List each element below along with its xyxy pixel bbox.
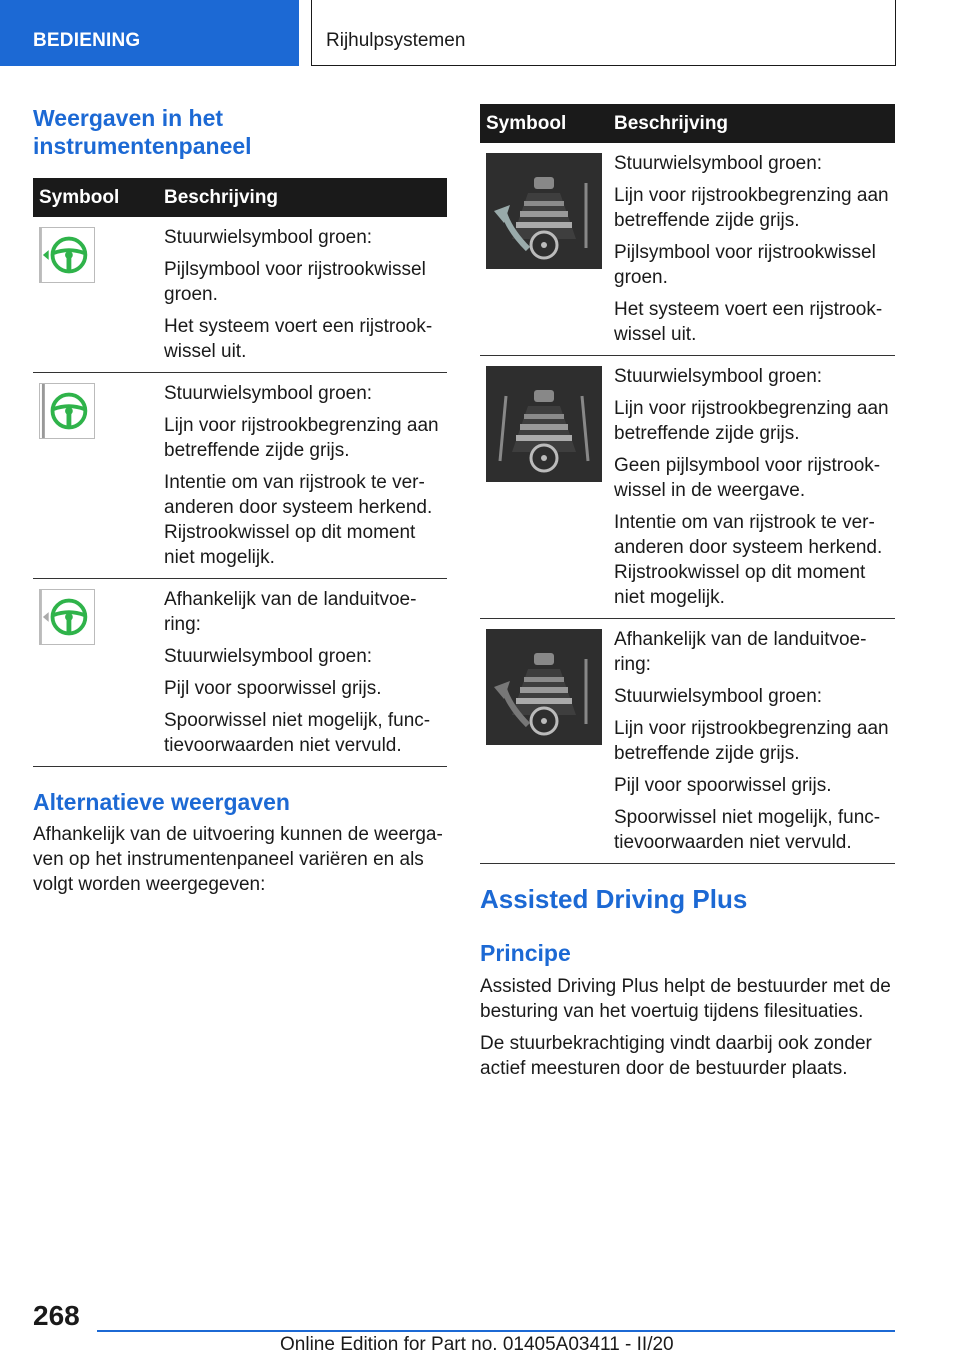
lane-display-no-arrow-icon: [486, 366, 602, 482]
desc-line: Het systeem voert een rijstrookwissel uit.: [164, 316, 433, 362]
desc-line: Stuurwielsymbool groen:: [614, 686, 823, 707]
principe-paragraph-2: De stuurbekrachtiging vindt daarbij ook zonder actief meesturen door de bestuurder plaats.: [480, 1033, 872, 1079]
desc-line: Pijlsymbool voor rijstrookwissel groen.: [614, 242, 876, 288]
table-header-description: Beschrijving: [608, 104, 895, 143]
steering-wheel-green-arrow-icon: [39, 227, 95, 283]
table-header-description: Beschrijving: [158, 178, 447, 217]
section-tab: [0, 0, 299, 66]
lane-display-grey-arrow-icon: [486, 629, 602, 745]
alt-paragraph: Afhankelijk van de uitvoering kunnen de weergaven op het instrumentenpaneel variëren en als volgt worden weergegeven:: [33, 824, 443, 895]
chapter-label: Rijhulpsystemen: [326, 30, 466, 51]
table-row: [480, 356, 895, 619]
desc-line: Lijn voor rijstrookbegrenzing aan betreffende zijde grijs.: [164, 415, 439, 461]
principe-paragraph-1: Assisted Driving Plus helpt de bestuurder met de besturing van het voertuig tijdens filesituaties.: [480, 976, 891, 1022]
lane-change-display-arrow-icon: [486, 153, 602, 269]
edition-note: Online Edition for Part no. 01405A03411 - II/20: [280, 1334, 674, 1355]
steering-wheel-green-grey-line-icon: [39, 383, 95, 439]
desc-line: Geen pijlsymbool voor rijstrookwissel in de weergave.: [614, 455, 881, 501]
symbol-table-left: [33, 178, 447, 767]
page-number: 268: [33, 1300, 80, 1331]
table-row: [33, 373, 447, 579]
desc-line: Pijl voor spoorwissel grijs.: [164, 678, 382, 699]
section-label: BEDIENING: [33, 30, 141, 51]
desc-line: Pijlsymbool voor rijstrookwissel groen.: [164, 259, 426, 305]
desc-line: Afhankelijk van de landuitvoering:: [164, 589, 417, 635]
table-row: [480, 619, 895, 864]
desc-line: Spoorwissel niet mogelijk, functievoorwaarden niet vervuld.: [614, 807, 881, 853]
principe-heading: Principe: [480, 940, 571, 966]
table-header-symbol: Symbool: [33, 178, 158, 217]
desc-line: Lijn voor rijstrookbegrenzing aan betreffende zijde grijs.: [614, 718, 889, 764]
desc-line: Stuurwielsymbool groen:: [614, 366, 823, 387]
table-header-symbol: Symbool: [480, 104, 608, 143]
desc-line: Afhankelijk van de landuitvoering:: [614, 629, 867, 675]
chapter-box: [311, 0, 896, 66]
adp-title: Assisted Driving Plus: [480, 884, 748, 914]
desc-line: Stuurwielsymbool groen:: [164, 227, 373, 248]
table-row: [33, 217, 447, 373]
desc-line: Lijn voor rijstrookbegrenzing aan betreffende zijde grijs.: [614, 185, 889, 231]
desc-line: Lijn voor rijstrookbegrenzing aan betreffende zijde grijs.: [614, 398, 889, 444]
section-heading: Weergaven in het instrumentenpaneel: [33, 105, 252, 159]
desc-line: Stuurwielsymbool groen:: [164, 646, 373, 667]
table-row: [33, 579, 447, 767]
desc-line: Stuurwielsymbool groen:: [614, 153, 823, 174]
desc-line: Stuurwielsymbool groen:: [164, 383, 373, 404]
desc-line: Spoorwissel niet mogelijk, functievoorwaarden niet vervuld.: [164, 710, 431, 756]
desc-line: Het systeem voert een rijstrookwissel uit.: [614, 299, 883, 345]
footer-divider: [97, 1330, 895, 1332]
steering-wheel-green-grey-arrow-icon: [39, 589, 95, 645]
desc-line: Intentie om van rijstrook te veranderen door systeem herkend. Rijstrookwissel op dit moment niet mogelijk.: [164, 472, 433, 568]
desc-line: Intentie om van rijstrook te veranderen door systeem herkend. Rijstrookwissel op dit moment niet mogelijk.: [614, 512, 883, 608]
symbol-table-right: [480, 104, 895, 864]
table-row: [480, 143, 895, 356]
alt-heading: Alternatieve weergaven: [33, 789, 290, 815]
desc-line: Pijl voor spoorwissel grijs.: [614, 775, 832, 796]
